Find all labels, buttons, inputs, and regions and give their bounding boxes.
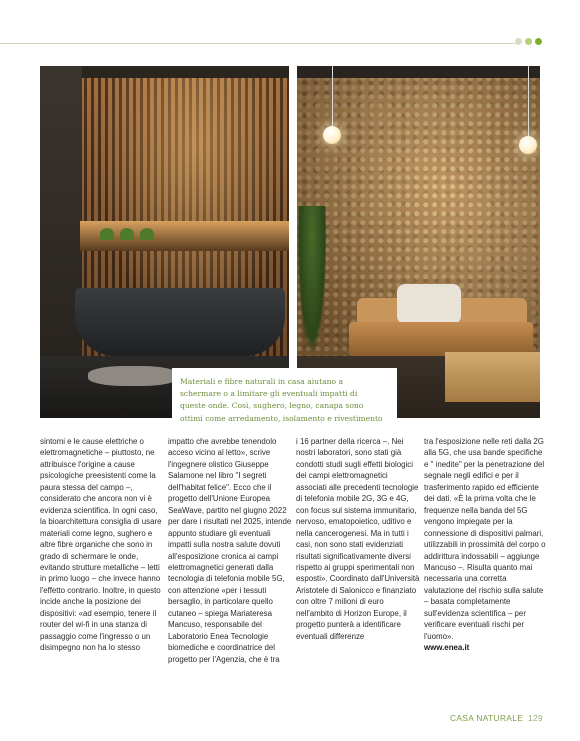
shelf-plant [100, 228, 114, 240]
lamp-cord [332, 66, 333, 126]
shelf-plant [140, 228, 154, 240]
pendant-lamp [323, 126, 341, 144]
page-footer [450, 713, 543, 723]
column-paragraph: impatto che avrebbe tenendolo acceso vicino al letto», scrive l'ingegnere olistico Giuseppe Salamone nel libro "I segreti dell'habitat felice". Ecco che il progetto dell'Unione Europea SeaWave, partito nel giugno 2022 per dare i risultati nel 2025, intende appunto studiare gli eventuali impatti sulla nostra salute dovuti all'esposizione cronica ai campi elettromagnetici generati dalla tecnologia di telefonia mobile 5G, con attenzione «per i tessuti bersaglio, in particolare quello cutaneo – spiega Mariateresa Mancuso, responsabile del Laboratorio Enea Tecnologie biomediche e coordinatrice del progetto per l'Agenzia, che è tra [168, 437, 292, 664]
floor-stone [88, 366, 178, 386]
text-column-1 [40, 436, 164, 654]
stone-bathtub [75, 288, 285, 356]
shelf-plant [120, 228, 134, 240]
header-dot [535, 38, 542, 45]
text-column-3 [296, 436, 420, 642]
header-dots [515, 38, 542, 45]
header-dot [525, 38, 532, 45]
bathroom-photo [40, 66, 289, 418]
column-paragraph: tra l'esposizione nelle reti dalla 2G alla 5G, che usa bande specifiche e " inedite" per la penetrazione del segnale negli edifici e per il trasferimento rapido ed efficiente dei dati. «È la prima volta che le frequenze nella banda del 5G vengono impiegate per la connessione di dispositivi palmari, utilizzabili in prossimità del corpo o addirittura indossabili – aggiunge Mancuso –. Risulta quanto mai necessaria una corretta valutazione del rischio sulla salute – basata completamente sull'evidenza scientifica – per verificare eventuali rischi per l'uomo». [424, 437, 546, 641]
text-column-2 [168, 436, 292, 665]
page-number: 129 [527, 713, 543, 723]
sofa-seat [349, 322, 533, 356]
column-paragraph: sintomi e le cause elettriche o elettromagnetiche – piuttosto, ne attribuisce l'origine a cause psicologiche preesistenti come la paura stessa del campo –, considerato che ancora non vi è evidenza scientifica. In ogni caso, la bioarchitettura consiglia di usare materiali come legno, sughero e altre fibre organiche che sono in grado di schermare le onde, evitando strutture metalliche – letti in primo luogo – che invece hanno l'effetto contrario. Inoltre, in questo incide anche la posizione dei dispositivi: «ad esempio, tenere il router del wi-fi in una stanza di passaggio come l'ingresso o un disimpegno non ha lo stesso [40, 437, 162, 653]
header-rule [0, 43, 515, 44]
sofa-pillow [397, 284, 461, 324]
text-column-4 [424, 436, 548, 654]
lamp-cord [528, 66, 529, 136]
section-name: CASA NATURALE [449, 713, 524, 723]
potted-plant [297, 206, 327, 356]
cork-coffee-table [445, 352, 540, 402]
column-paragraph: i 16 partner della ricerca –. Nei nostri laboratori, sono stati già condotti studi sugli effetti biologici dei campi elettromagnetici associati alle precedenti tecnologie di telefonia mobile 2G, 3G e 4G, con focus sul sistema immunitario, nervoso, ematopoietico, uditivo e nella cancerogenesi. Ma in tutti i casi, non sono stati evidenziati risultati significativamente diversi rispetto ai gruppi sperimentali non esposti». Coordinato dall'Università Aristotele di Salonicco e finanziato con oltre 7 milioni di euro nell'ambito di Horizon Europe, il progetto punterà a identificare eventuali differenze [296, 437, 420, 641]
enea-link[interactable]: www.enea.it [424, 643, 470, 653]
photo-ceiling [297, 66, 540, 78]
photo-caption: Materiali e fibre naturali in casa aiutano a schermare o a limitare gli eventuali impatti di queste onde. Così, sughero, legno, canapa sono ottimi come arredamento, isolamento e rivestimento [172, 368, 397, 424]
header-dot [515, 38, 522, 45]
pendant-lamp [519, 136, 537, 154]
cork-room-photo [297, 66, 540, 418]
